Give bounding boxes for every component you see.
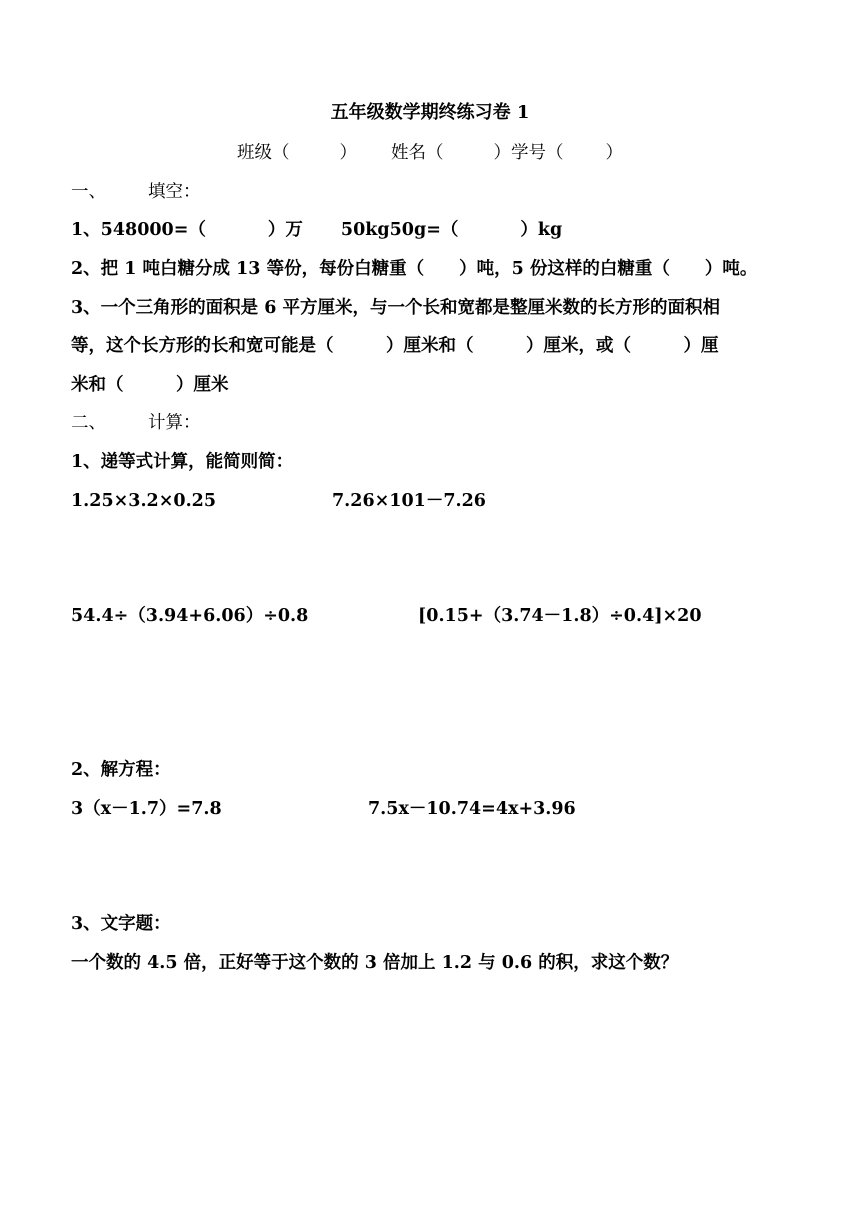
student-info-row — [0, 141, 860, 165]
question-1-2: 2、把 1 吨白糖分成 13 等份，每份白糖重（ ）吨，5 份这样的白糖重（ ）吨。 — [71, 259, 758, 279]
section1-number: 一、 — [71, 182, 106, 202]
expression-4: [0.15+（3.74－1.8）÷0.4]×20 — [418, 606, 702, 626]
class-label: 班级（ — [237, 143, 290, 163]
q1-part-c: 50kg50g=（ — [340, 220, 459, 240]
class-close: ） — [339, 143, 357, 163]
name-close: ） — [493, 143, 511, 163]
worksheet-title: 五年级数学期终练习卷 1 — [330, 102, 530, 123]
equation-1: 3（x－1.7）=7.8 — [71, 799, 222, 819]
section2-title: 计算： — [148, 413, 201, 433]
subsection-word-title: 3、文字题： — [71, 914, 171, 934]
word-problem: 一个数的 4.5 倍，正好等于这个数的 3 倍加上 1.2 与 0.6 的积，求这个数？ — [71, 953, 679, 973]
expression-3: 54.4÷（3.94+6.06）÷0.8 — [71, 606, 309, 626]
section2-heading — [71, 411, 201, 435]
section2-number: 二、 — [71, 413, 106, 433]
question-1-3-line2: 等，这个长方形的长和宽可能是（ ）厘米和（ ）厘米，或（ ）厘 — [71, 336, 719, 356]
id-close: ） — [605, 143, 623, 163]
subsection-calc-title: 1、递等式计算，能简则简： — [71, 452, 294, 472]
expression-1: 1.25×3.2×0.25 — [71, 491, 217, 511]
expression-2: 7.26×101－7.26 — [332, 491, 486, 511]
q1-part-d: ）kg — [520, 220, 563, 240]
subsection-equation-title: 2、解方程： — [71, 760, 171, 780]
section1-heading — [71, 180, 201, 204]
name-label: 姓名（ — [391, 143, 444, 163]
q1-part-b: ）万 — [267, 220, 303, 240]
section1-title: 填空： — [148, 182, 201, 202]
q1-part-a: 1、548000=（ — [71, 220, 206, 240]
question-1-1 — [71, 218, 562, 242]
equation-2: 7.5x－10.74=4x+3.96 — [368, 799, 576, 819]
question-1-3-line3: 米和（ ）厘米 — [71, 375, 229, 395]
id-label: 学号（ — [511, 143, 564, 163]
question-1-3-line1: 3、一个三角形的面积是 6 平方厘米，与一个长和宽都是整厘米数的长方形的面积相 — [71, 298, 721, 318]
